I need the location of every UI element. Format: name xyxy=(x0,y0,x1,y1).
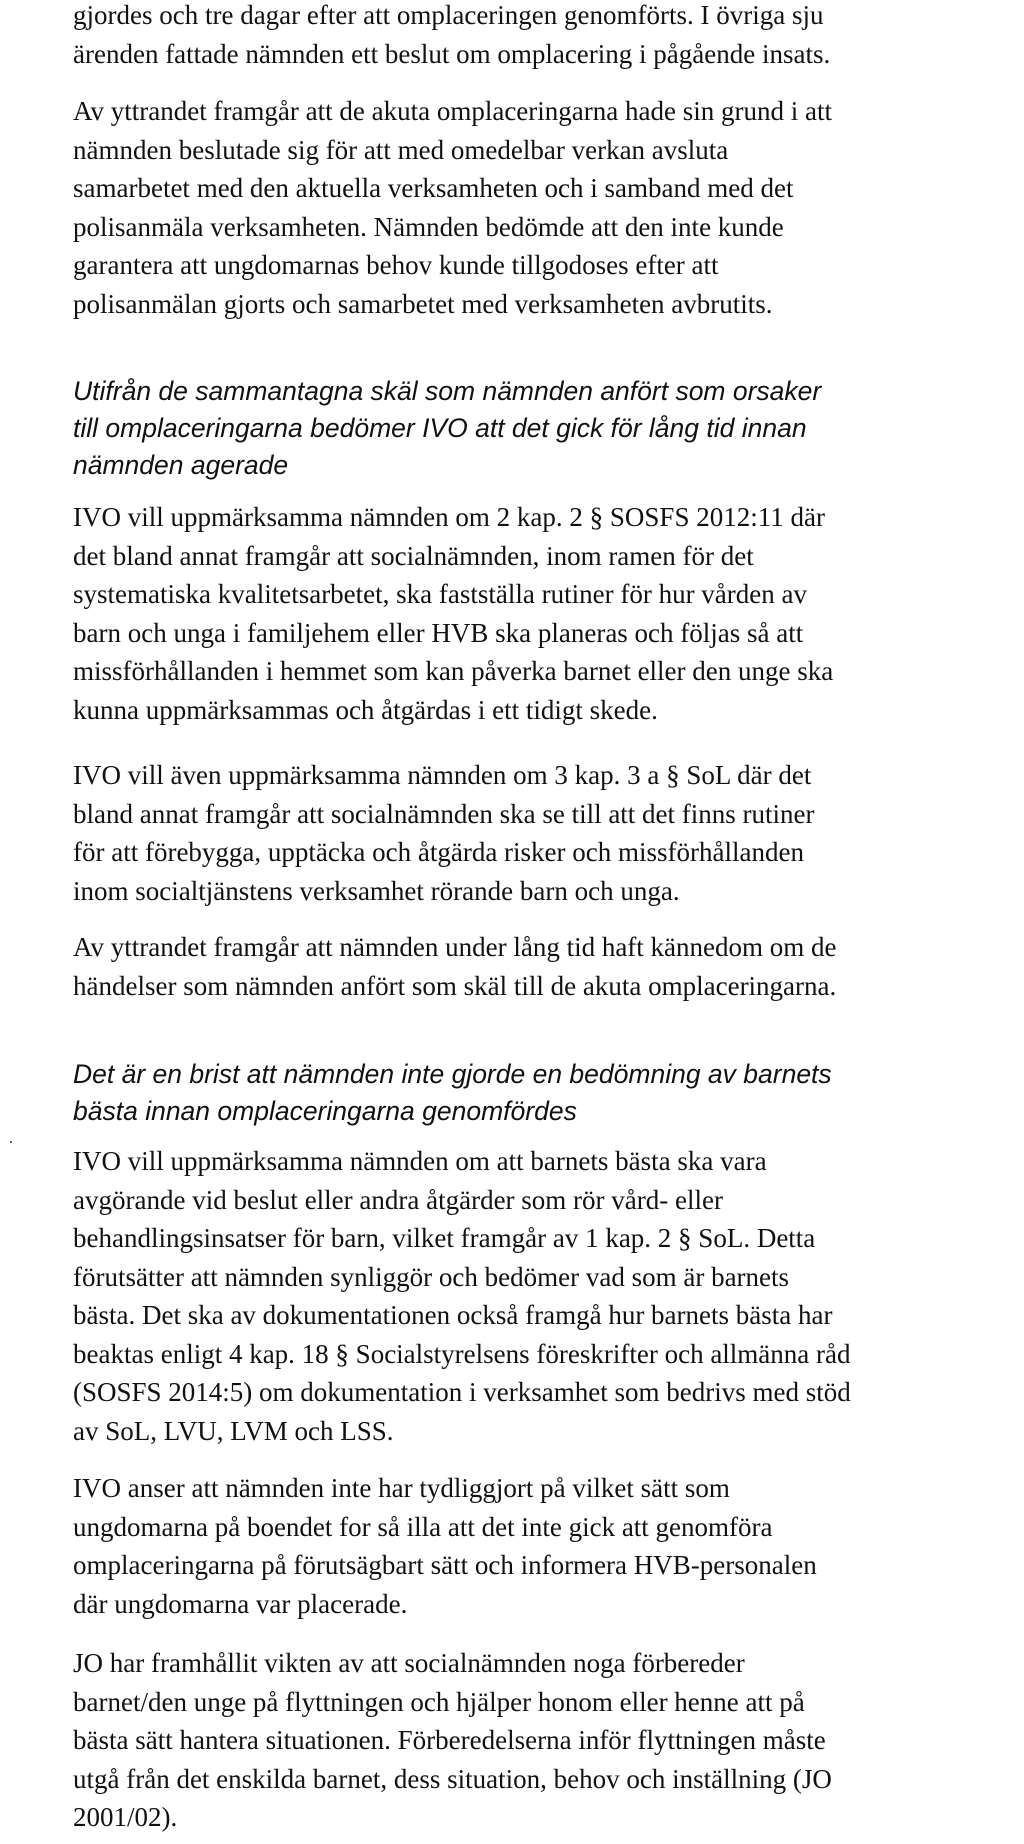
text-line: IVO vill även uppmärksamma nämnden om 3 kap. 3 a § SoL där det xyxy=(73,760,812,790)
text-line: händelser som nämnden anfört som skäl till de akuta omplaceringarna. xyxy=(73,970,837,1001)
text-line: till omplaceringarna bedömer IVO att det gick för lång tid innan xyxy=(73,413,807,443)
text-line: missförhållanden i hemmet som kan påverka barnet eller den unge ska xyxy=(73,656,834,686)
text-line: nämnden beslutade sig för att med omedelbar verkan avsluta xyxy=(73,134,729,165)
text-line: det bland annat framgår att socialnämnden, inom ramen för det xyxy=(73,540,754,571)
body-paragraph xyxy=(73,756,815,910)
body-paragraph xyxy=(73,92,832,323)
text-line: polisanmälan gjorts och samarbetet med verksamheten avbrutits. xyxy=(73,288,773,319)
text-line: barnet/den unge på flyttningen och hjälper honom eller henne att på xyxy=(73,1686,805,1717)
text-line: Av yttrandet framgår att nämnden under lång tid haft kännedom om de xyxy=(73,932,837,962)
text-line: (SOSFS 2014:5) om dokumentation i verksamhet som bedrivs med stöd xyxy=(73,1377,851,1407)
text-line: utgå från det enskilda barnet, dess situation, behov och inställning (JO xyxy=(73,1763,832,1794)
text-line: bland annat framgår att socialnämnden ska se till att det finns rutiner xyxy=(73,798,815,829)
text-line: där ungdomarna var placerade. xyxy=(73,1588,408,1619)
body-paragraph xyxy=(73,1142,851,1450)
text-line: Det är en brist att nämnden inte gjorde en bedömning av barnets xyxy=(73,1059,832,1089)
text-line: ungdomarna på boendet for så illa att det inte gick att genomföra xyxy=(73,1511,773,1542)
text-line: kunna uppmärksammas och åtgärdas i ett tidigt skede. xyxy=(73,694,658,725)
text-line: 2001/02). xyxy=(73,1802,178,1832)
text-line: nämnden agerade xyxy=(73,450,289,480)
text-line: beaktas enligt 4 kap. 18 § Socialstyrelsens föreskrifter och allmänna råd xyxy=(73,1338,851,1369)
body-paragraph xyxy=(73,1469,817,1623)
text-line: IVO anser att nämnden inte har tydliggjort på vilket sätt som xyxy=(73,1473,730,1503)
text-line: barn och unga i familjehem eller HVB ska planeras och följas så att xyxy=(73,617,804,648)
text-line: förutsätter att nämnden synliggör och bedömer vad som är barnets xyxy=(73,1261,790,1292)
text-line: för att förebygga, upptäcka och åtgärda risker och missförhållanden xyxy=(73,837,804,867)
body-paragraph xyxy=(73,928,837,1005)
body-paragraph xyxy=(73,0,830,73)
body-paragraph xyxy=(73,498,833,729)
text-line: behandlingsinsatser för barn, vilket framgår av 1 kap. 2 § SoL. Detta xyxy=(73,1223,816,1253)
text-line: inom socialtjänstens verksamhet rörande barn och unga. xyxy=(73,875,680,906)
text-line: bästa innan omplaceringarna genomfördes xyxy=(73,1096,577,1126)
text-line: garantera att ungdomarnas behov kunde tillgodoses efter att xyxy=(73,250,719,280)
text-line: IVO vill uppmärksamma nämnden om 2 kap. 2 § SOSFS 2012:11 där xyxy=(73,502,825,532)
text-line: polisanmäla verksamheten. Nämnden bedömde att den inte kunde xyxy=(73,211,784,242)
text-line: bästa. Det ska av dokumentationen också framgå hur barnets bästa har xyxy=(73,1300,833,1330)
text-line: avgörande vid beslut eller andra åtgärder som rör vård- eller xyxy=(73,1184,723,1215)
text-line: av SoL, LVU, LVM och LSS. xyxy=(73,1415,394,1446)
section-heading xyxy=(73,373,821,484)
text-line: ärenden fattade nämnden ett beslut om omplacering i pågående insats. xyxy=(73,38,831,69)
text-line: gjordes och tre dagar efter att omplaceringen genomförts. I övriga sju xyxy=(73,0,824,30)
section-heading xyxy=(73,1056,832,1130)
text-line: Utifrån de sammantagna skäl som nämnden anfört som orsaker xyxy=(73,376,822,406)
text-line: IVO vill uppmärksamma nämnden om att barnets bästa ska vara xyxy=(73,1146,767,1176)
text-line: JO har framhållit vikten av att socialnämnden noga förbereder xyxy=(73,1648,745,1678)
body-paragraph xyxy=(73,1644,832,1837)
text-line: Av yttrandet framgår att de akuta omplaceringarna hade sin grund i att xyxy=(73,96,832,126)
text-line: omplaceringarna på förutsägbart sätt och informera HVB-personalen xyxy=(73,1550,817,1580)
stray-mark xyxy=(10,1141,12,1143)
text-line: bästa sätt hantera situationen. Förberedelserna inför flyttningen måste xyxy=(73,1725,826,1755)
text-line: samarbetet med den aktuella verksamheten och i samband med det xyxy=(73,173,794,203)
text-line: systematiska kvalitetsarbetet, ska fastställa rutiner för hur vården av xyxy=(73,579,807,609)
